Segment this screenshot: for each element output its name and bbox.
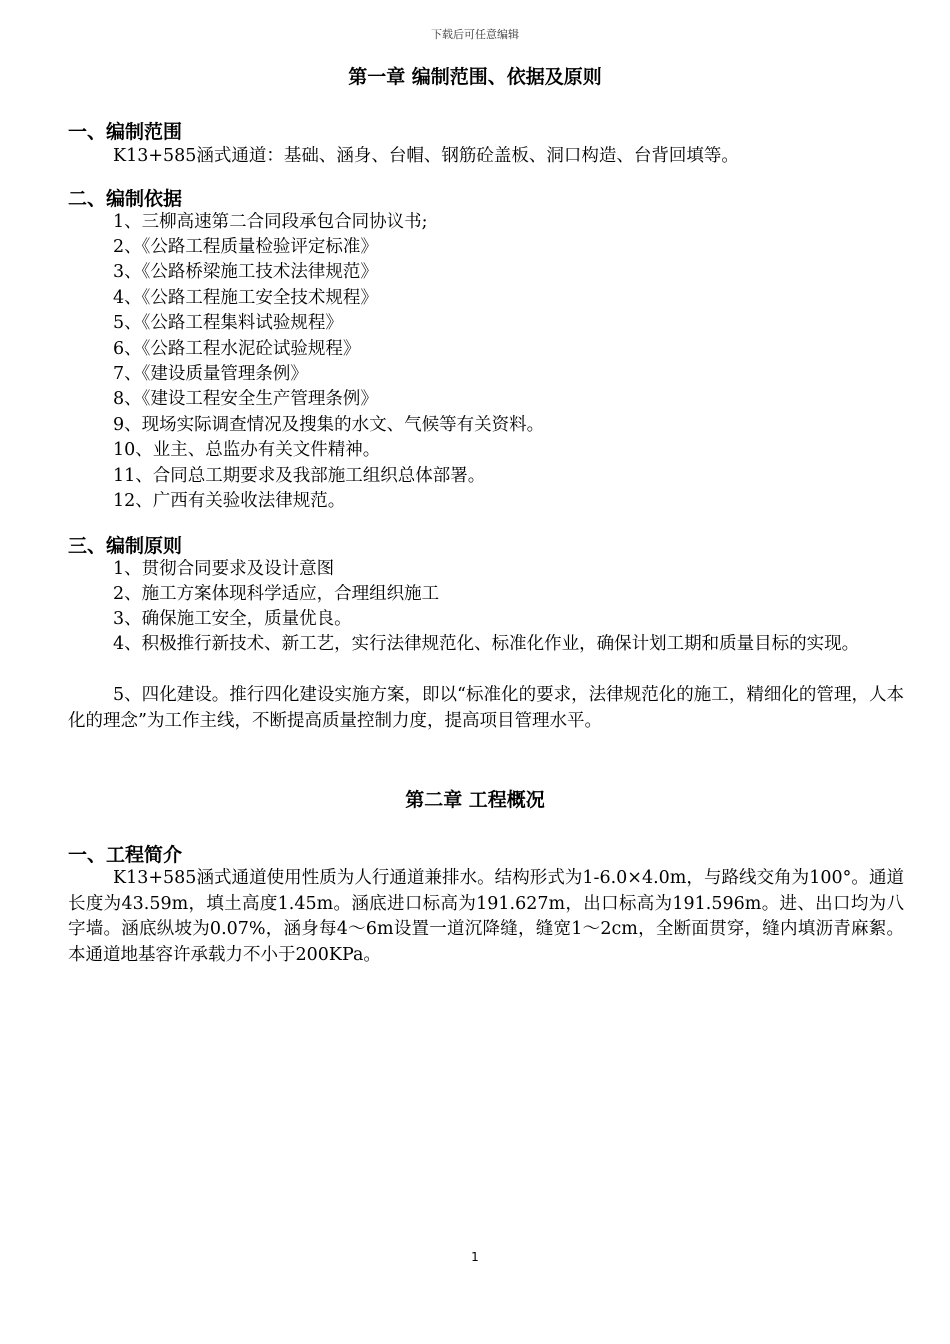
scope-text: K13+585涵式通道：基础、涵身、台帽、钢筋砼盖板、洞口构造、台背回填等。 <box>113 146 739 166</box>
overview-paragraph: K13+585涵式通道使用性质为人行通道兼排水。结构形式为1-6.0×4.0m，与路线交角为100°。通道长度为43.59m，填土高度1.45m。涵底进口标高为191.627m，出口标高为191.596m。进、出口均为八字墙。涵底纵坡为0.07%，涵身每4～6m设置一道沉降缝，缝宽1～2cm，全断面贯穿，缝内填沥青麻絮。本通道地基容许承载力不小于200KPa。 <box>68 868 904 965</box>
section-principles-heading: 三、编制原则 <box>68 535 183 557</box>
header-note: 下载后可任意编辑 <box>431 28 519 41</box>
basis-item: 6、《公路工程水泥砼试验规程》 <box>113 339 361 359</box>
basis-item: 7、《建设质量管理条例》 <box>113 364 308 384</box>
basis-item: 2、《公路工程质量检验评定标准》 <box>113 237 378 257</box>
chapter1-title: 第一章 编制范围、依据及原则 <box>348 66 602 88</box>
basis-item: 9、现场实际调查情况及搜集的水文、气候等有关资料。 <box>113 415 545 435</box>
page-number: 1 <box>471 1250 479 1264</box>
section-scope-heading: 一、编制范围 <box>68 121 183 143</box>
section-overview-heading: 一、工程简介 <box>68 844 183 866</box>
basis-item: 5、《公路工程集料试验规程》 <box>113 313 343 333</box>
basis-item: 12、广西有关验收法律规范。 <box>113 491 346 511</box>
basis-item: 3、《公路桥梁施工技术法律规范》 <box>113 262 378 282</box>
basis-item: 11、合同总工期要求及我部施工组织总体部署。 <box>113 466 486 486</box>
principle-paragraph-4: 4、积极推行新技术、新工艺，实行法律规范化、标准化作业，确保计划工期和质量目标的实现。 <box>113 634 860 654</box>
section-basis-heading: 二、编制依据 <box>68 188 183 210</box>
chapter2-title: 第二章 工程概况 <box>405 789 545 811</box>
principle-item: 3、确保施工安全，质量优良。 <box>113 609 352 629</box>
principle-paragraph-5: 5、四化建设。推行四化建设实施方案，即以“标准化的要求，法律规范化的施工，精细化的管理，人本化的理念”为工作主线，不断提高质量控制力度，提高项目管理水平。 <box>68 685 904 731</box>
principle-item: 2、施工方案体现科学适应，合理组织施工 <box>113 584 440 604</box>
principle-item: 1、贯彻合同要求及设计意图 <box>113 559 335 579</box>
basis-item: 10、业主、总监办有关文件精神。 <box>113 440 381 460</box>
basis-item: 8、《建设工程安全生产管理条例》 <box>113 389 378 409</box>
basis-item: 4、《公路工程施工安全技术规程》 <box>113 288 378 308</box>
basis-item: 1、三柳高速第二合同段承包合同协议书; <box>113 212 428 232</box>
